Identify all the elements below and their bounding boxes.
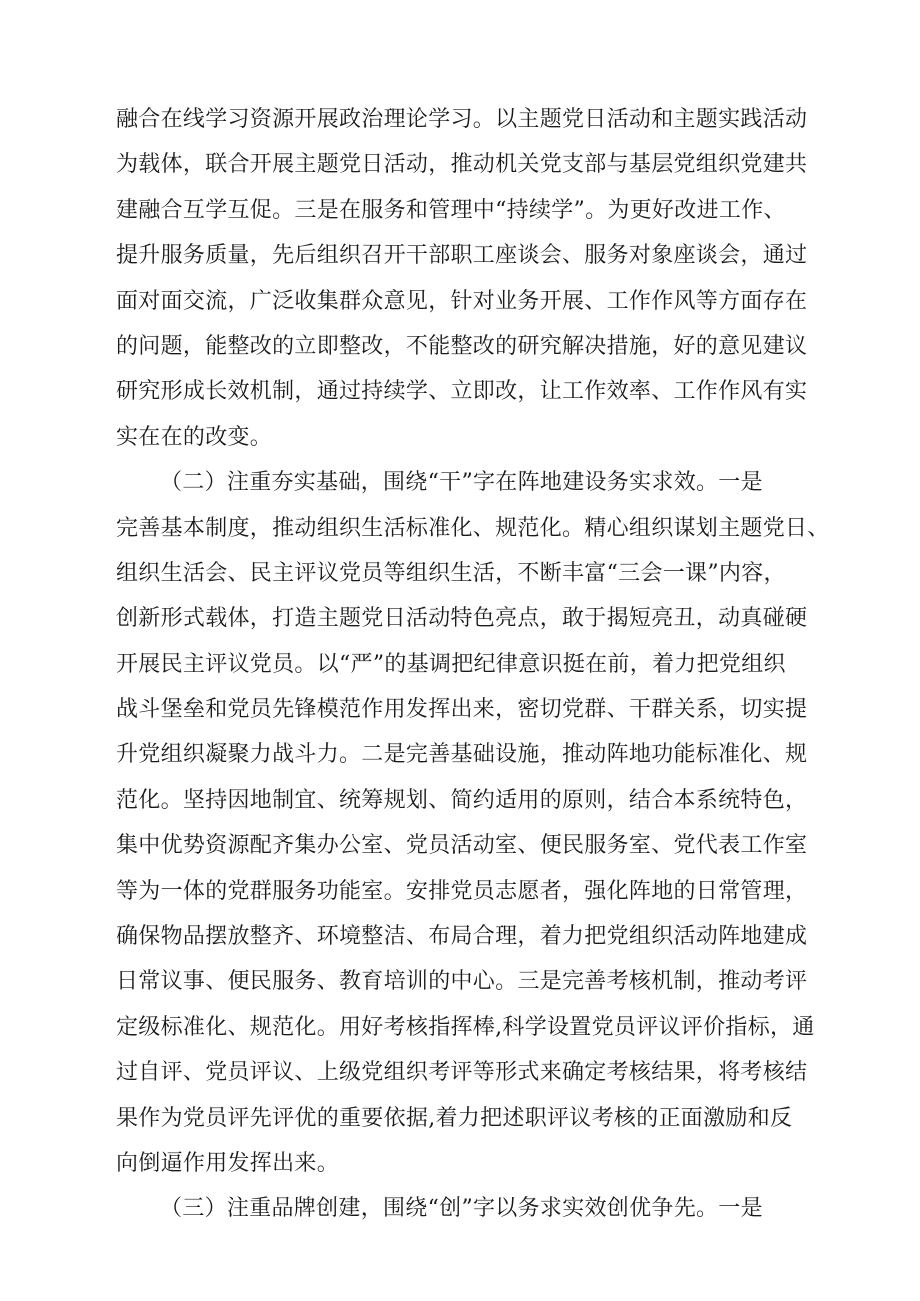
text-line: 实在在的改变。 bbox=[116, 424, 273, 450]
paragraph-heading-line: （二）注重夯实基础，围绕“干”字在阵地建设务实求效。一是 bbox=[160, 470, 763, 496]
text-line: 日常议事、便民服务、教育培训的中心。三是完善考核机制，推动考评 bbox=[116, 969, 808, 995]
text-line: 组织生活会、民主评议党员等组织生活，不断丰富“三会一课”内容， bbox=[116, 560, 786, 586]
text-line: 过自评、党员评议、上级党组织考评等形式来确定考核结果，将考核结 bbox=[116, 1060, 808, 1086]
text-line: 果作为党员评先评优的重要依据,着力把述职评议考核的正面激励和反 bbox=[116, 1105, 793, 1131]
document-body bbox=[116, 97, 832, 1232]
text-line: 的问题，能整改的立即整改，不能整改的研究解决措施，好的意见建议 bbox=[116, 333, 808, 359]
text-line: 集中优势资源配齐集办公室、党员活动室、便民服务室、党代表工作室 bbox=[116, 833, 808, 859]
text-line: 为载体，联合开展主题党日活动，推动机关党支部与基层党组织党建共 bbox=[116, 152, 808, 178]
text-line: 定级标准化、规范化。用好考核指挥棒,科学设置党员评议评价指标，通 bbox=[116, 1014, 815, 1040]
paragraph-heading-line: （三）注重品牌创建，围绕“创”字以务求实效创优争先。一是 bbox=[160, 1196, 763, 1222]
text-line: 开展民主评议党员。以“严”的基调把纪律意识挺在前，着力把党组织 bbox=[116, 651, 786, 677]
text-line: 融合在线学习资源开展政治理论学习。以主题党日活动和主题实践活动 bbox=[116, 107, 808, 132]
text-line: 研究形成长效机制，通过持续学、立即改，让工作效率、工作作风有实 bbox=[116, 379, 808, 405]
text-line: 范化。坚持因地制宜、统筹规划、简约适用的原则，结合本系统特色， bbox=[116, 787, 808, 813]
text-line: 确保物品摆放整齐、环境整洁、布局合理，着力把党组织活动阵地建成 bbox=[116, 924, 808, 950]
text-line: 向倒逼作用发挥出来。 bbox=[116, 1150, 340, 1176]
text-line: 战斗堡垒和党员先锋模范作用发挥出来，密切党群、干群关系，切实提 bbox=[116, 697, 808, 723]
text-line: 升党组织凝聚力战斗力。二是完善基础设施，推动阵地功能标准化、规 bbox=[116, 742, 808, 768]
text-line: 完善基本制度，推动组织生活标准化、规范化。精心组织谋划主题党日、 bbox=[116, 515, 830, 541]
text-line: 面对面交流，广泛收集群众意见，针对业务开展、工作作风等方面存在 bbox=[116, 288, 808, 314]
text-line: 创新形式载体，打造主题党日活动特色亮点，敢于揭短亮丑，动真碰硬 bbox=[116, 606, 808, 632]
text-line: 等为一体的党群服务功能室。安排党员志愿者，强化阵地的日常管理， bbox=[116, 878, 808, 904]
text-line: 提升服务质量，先后组织召开干部职工座谈会、服务对象座谈会，通过 bbox=[116, 243, 808, 269]
text-line: 建融合互学互促。三是在服务和管理中“持续学”。为更好改进工作、 bbox=[116, 197, 786, 223]
